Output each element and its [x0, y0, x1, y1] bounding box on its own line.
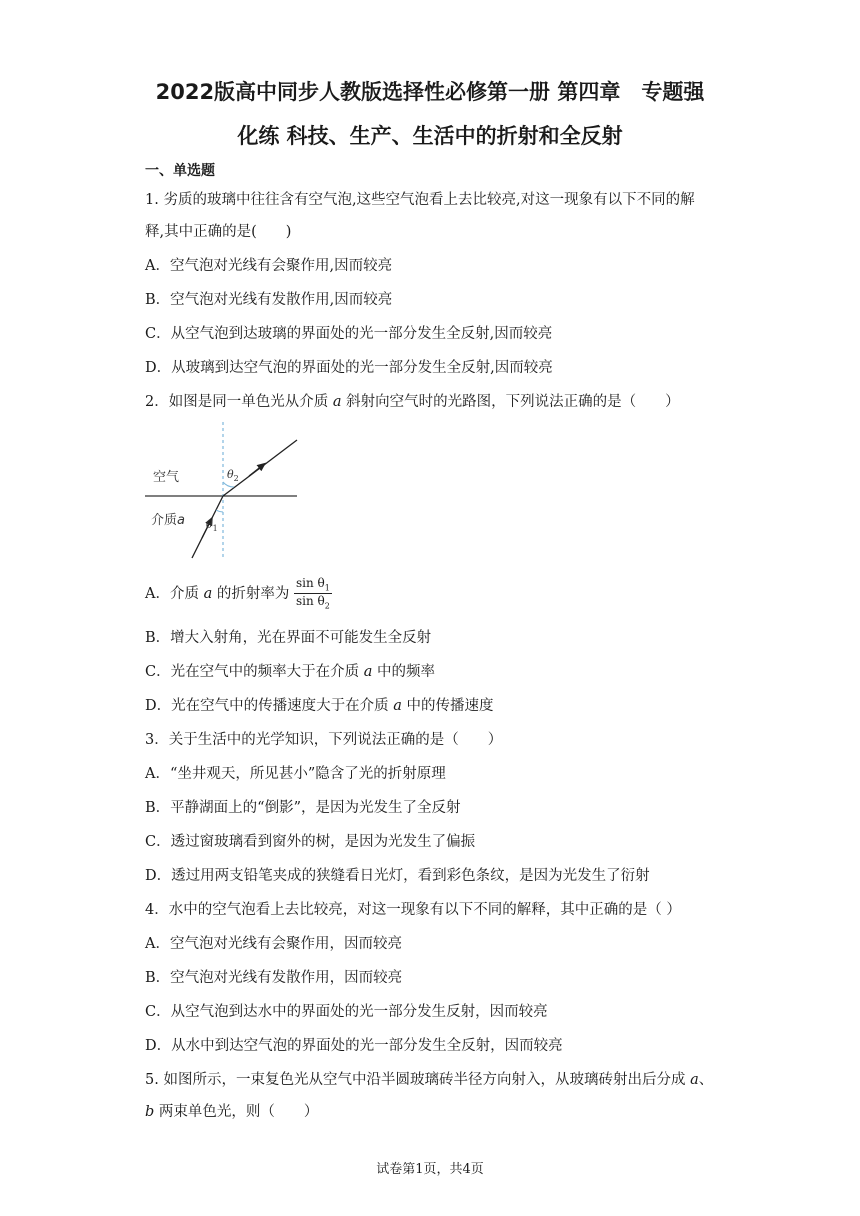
air-label: 空气 — [153, 470, 180, 485]
refractive-index-fraction — [294, 576, 332, 612]
refraction-diagram — [145, 420, 305, 565]
q5-stem-line-2 — [145, 1100, 318, 1121]
section-heading: 一、单选题 — [145, 163, 215, 179]
q2-option-c — [145, 660, 435, 681]
theta2-label: θ — [227, 468, 234, 481]
q3-option-b: B．平静湖面上的“倒影”，是因为光发生了全反射 — [145, 800, 461, 816]
q2-option-a — [145, 576, 332, 612]
fraction-denominator: sin θ — [295, 594, 325, 609]
theta2-sub: 2 — [233, 474, 239, 483]
q4-option-b: B．空气泡对光线有发散作用，因而较亮 — [145, 970, 403, 986]
q5-stem-pre: 5. 如图所示，一束复色光从空气中沿半圆玻璃砖半径方向射入，从玻璃砖射出后分成 — [145, 1072, 691, 1088]
q5-stem-post: 、 — [698, 1072, 714, 1088]
q5-stem-line-2-text: 两束单色光，则（ ） — [154, 1104, 319, 1120]
q2-option-c-var: a — [363, 664, 373, 680]
theta1-label: θ — [206, 518, 213, 531]
q2-option-c-pre: C．光在空气中的频率大于在介质 — [145, 664, 364, 680]
q2-stem-post: 斜射向空气时的光路图，下列说法正确的是（ ） — [341, 394, 680, 410]
q1-option-d: D．从玻璃到达空气泡的界面处的光一部分发生全反射,因而较亮 — [145, 360, 553, 376]
theta1-sub: 1 — [212, 524, 218, 533]
page-footer: 试卷第1页，共4页 — [376, 1162, 484, 1177]
q2-option-a-var: a — [203, 585, 213, 602]
theta1-arc — [216, 510, 223, 512]
q3-stem: 3．关于生活中的光学知识，下列说法正确的是（ ） — [145, 732, 503, 748]
q2-option-c-post: 中的频率 — [372, 664, 435, 680]
page-title-line-2: 化练 科技、生产、生活中的折射和全反射 — [237, 124, 623, 148]
q2-option-d-var: a — [393, 698, 402, 714]
medium-label: 介质 — [151, 513, 178, 528]
q2-option-a-pre: A．介质 — [145, 585, 204, 602]
q2-stem-var: a — [332, 394, 342, 410]
q4-stem: 4．水中的空气泡看上去比较亮，对这一现象有以下不同的解释，其中正确的是（ ） — [145, 902, 681, 918]
q2-option-d-pre: D．光在空气中的传播速度大于在介质 — [145, 698, 394, 714]
theta2-arc — [223, 482, 234, 487]
q1-stem-line-2: 释,其中正确的是( ) — [145, 224, 292, 240]
q3-option-d: D．透过用两支铅笔夹成的狭缝看日光灯，看到彩色条纹，是因为光发生了衍射 — [145, 868, 650, 884]
medium-var: a — [177, 513, 185, 528]
q1-option-c: C．从空气泡到达玻璃的界面处的光一部分发生全反射,因而较亮 — [145, 326, 553, 342]
q2-option-d — [145, 694, 494, 715]
q2-option-d-post: 中的传播速度 — [401, 698, 494, 714]
q4-option-a: A．空气泡对光线有会聚作用，因而较亮 — [145, 936, 402, 952]
q1-option-a: A．空气泡对光线有会聚作用,因而较亮 — [145, 258, 393, 274]
q5-stem-var-a: a — [690, 1072, 699, 1088]
q3-option-c: C．透过窗玻璃看到窗外的树，是因为光发生了偏振 — [145, 834, 476, 850]
q2-option-b: B．增大入射角，光在界面不可能发生全反射 — [145, 630, 432, 646]
q1-option-b: B．空气泡对光线有发散作用,因而较亮 — [145, 292, 393, 308]
q4-option-c: C．从空气泡到达水中的界面处的光一部分发生反射，因而较亮 — [145, 1004, 548, 1020]
q1-stem-line-1: 1. 劣质的玻璃中往往含有空气泡,这些空气泡看上去比较亮,对这一现象有以下不同的解 — [145, 192, 695, 208]
q3-option-a: A．“坐井观天，所见甚小”隐含了光的折射原理 — [145, 766, 446, 782]
refracted-arrow — [249, 465, 263, 476]
svg-text:θ1 — [206, 518, 218, 533]
q5-stem-var-b: b — [145, 1104, 155, 1120]
q5-stem-line-1 — [145, 1068, 713, 1089]
fraction-denominator-sub: 2 — [324, 601, 330, 611]
q2-stem-pre: 2．如图是同一单色光从介质 — [145, 394, 333, 410]
svg-text:θ2 — [227, 468, 239, 483]
q2-stem — [145, 390, 680, 411]
svg-text:介质a — [151, 513, 185, 528]
q4-option-d: D．从水中到达空气泡的界面处的光一部分发生全反射，因而较亮 — [145, 1038, 563, 1054]
fraction-numerator-sub: 1 — [324, 583, 330, 593]
fraction-numerator: sin θ — [295, 576, 325, 590]
q2-option-a-post: 的折射率为 — [212, 585, 290, 602]
page-title-line-1: 2022版高中同步人教版选择性必修第一册 第四章 专题强 — [155, 80, 705, 104]
